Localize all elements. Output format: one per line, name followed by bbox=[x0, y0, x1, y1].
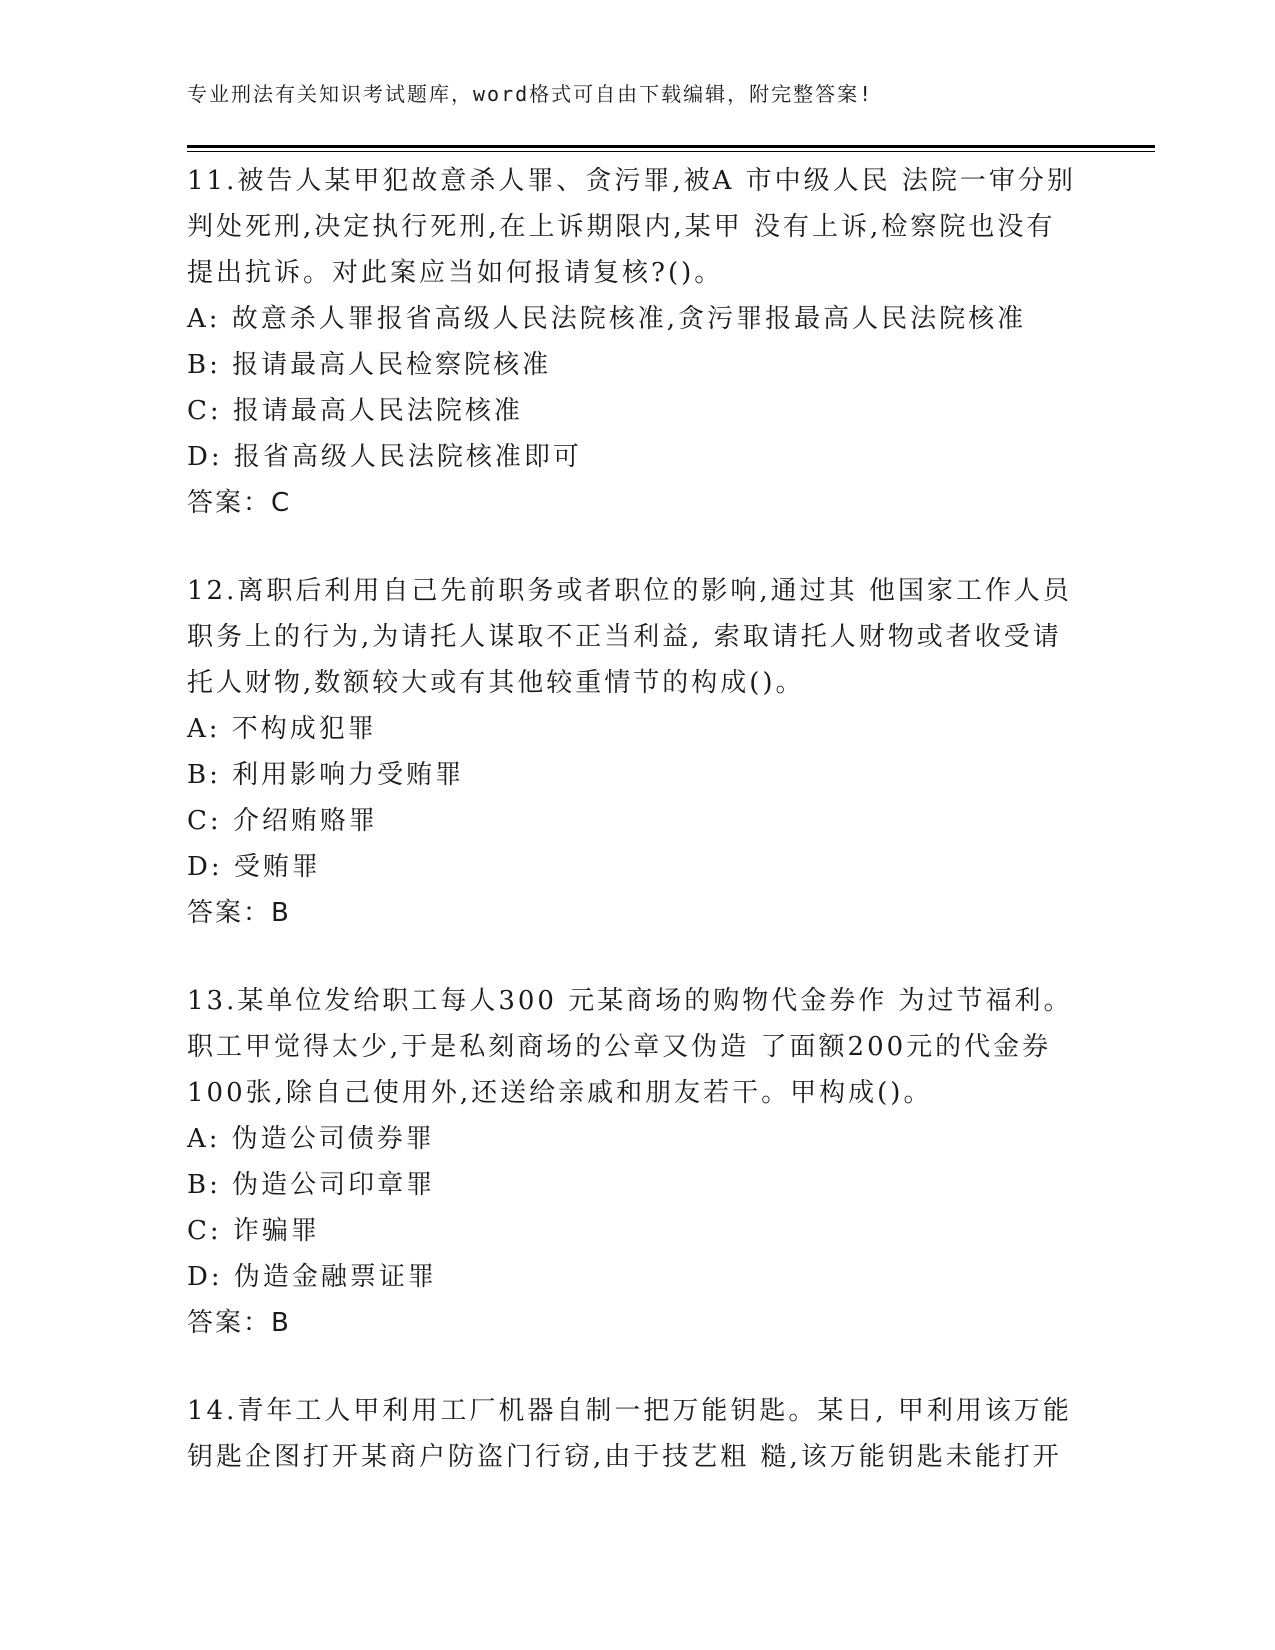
question-stem-line: 提出抗诉。对此案应当如何报请复核?()。 bbox=[187, 258, 724, 288]
question-12 bbox=[187, 568, 1087, 936]
question-stem-line: 12.离职后利用自己先前职务或者职位的影响,通过其 他国家工作人员 bbox=[187, 576, 1072, 606]
option-c: C: 报请最高人民法院核准 bbox=[187, 396, 523, 426]
question-stem-line: 11.被告人某甲犯故意杀人罪、贪污罪,被A 市中级人民 法院一审分别 bbox=[187, 166, 1076, 196]
question-stem-line: 100张,除自己使用外,还送给亲戚和朋友若干。甲构成()。 bbox=[187, 1078, 933, 1108]
option-c: C: 诈骗罪 bbox=[187, 1216, 320, 1246]
header-divider-thick bbox=[187, 145, 1155, 148]
question-13 bbox=[187, 978, 1087, 1346]
question-stem-line: 13.某单位发给职工每人300 元某商场的购物代金券作 为过节福利。 bbox=[187, 986, 1073, 1016]
option-c: C: 介绍贿赂罪 bbox=[187, 806, 378, 836]
option-a: A: 不构成犯罪 bbox=[187, 714, 377, 744]
document-header: 专业刑法有关知识考试题库，word格式可自由下载编辑，附完整答案! bbox=[187, 82, 874, 106]
answer-label: 答案：C bbox=[187, 488, 292, 518]
question-stem-line: 托人财物,数额较大或有其他较重情节的构成()。 bbox=[187, 668, 805, 698]
option-d: D: 报省高级人民法院核准即可 bbox=[187, 442, 582, 472]
question-stem-line: 14.青年工人甲利用工厂机器自制一把万能钥匙。某日, 甲利用该万能 bbox=[187, 1396, 1072, 1426]
option-b: B: 伪造公司印章罪 bbox=[187, 1170, 436, 1200]
question-stem-line: 职工甲觉得太少,于是私刻商场的公章又伪造 了面额200元的代金券 bbox=[187, 1032, 1052, 1062]
option-a: A: 故意杀人罪报省高级人民法院核准,贪污罪报最高人民法院核准 bbox=[187, 304, 1027, 334]
question-14 bbox=[187, 1388, 1087, 1480]
answer-label: 答案：B bbox=[187, 898, 291, 928]
option-d: D: 伪造金融票证罪 bbox=[187, 1262, 437, 1292]
question-11 bbox=[187, 158, 1087, 526]
question-stem-line: 职务上的行为,为请托人谋取不正当利益, 索取请托人财物或者收受请 bbox=[187, 622, 1062, 652]
option-d: D: 受贿罪 bbox=[187, 852, 321, 882]
header-divider-thin bbox=[187, 151, 1155, 152]
option-b: B: 报请最高人民检察院核准 bbox=[187, 350, 552, 380]
option-b: B: 利用影响力受贿罪 bbox=[187, 760, 465, 790]
answer-label: 答案：B bbox=[187, 1308, 291, 1338]
option-a: A: 伪造公司债券罪 bbox=[187, 1124, 435, 1154]
question-stem-line: 钥匙企图打开某商户防盗门行窃,由于技艺粗 糙,该万能钥匙未能打开 bbox=[187, 1442, 1062, 1472]
question-stem-line: 判处死刑,决定执行死刑,在上诉期限内,某甲 没有上诉,检察院也没有 bbox=[187, 212, 1056, 242]
